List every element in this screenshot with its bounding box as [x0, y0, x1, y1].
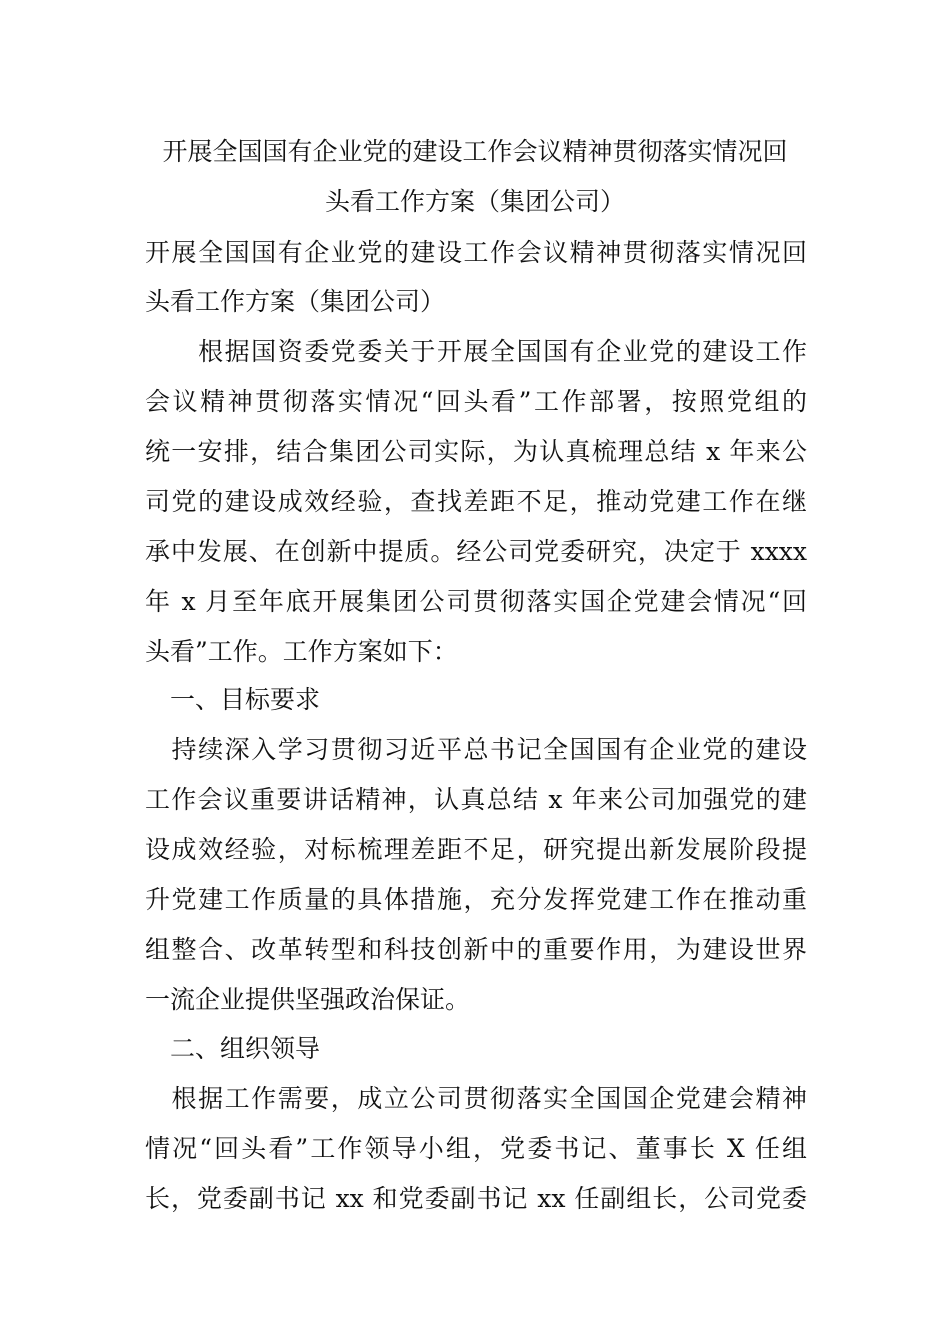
section-heading-2: 二、组织领导: [145, 1034, 321, 1063]
body-line: 统一安排，结合集团公司实际，为认真梳理总结 x 年来公: [145, 437, 807, 466]
body-line: 根据国资委党委关于开展全国国有企业党的建设工作: [145, 337, 807, 366]
body-line: 一流企业提供坚强政治保证。: [145, 985, 471, 1014]
body-line: 持续深入学习贯彻习近平总书记全国国有企业党的建设: [145, 735, 807, 764]
body-line: 组整合、改革转型和科技创新中的重要作用，为建设世界: [145, 935, 807, 964]
body-line: 司党的建设成效经验，查找差距不足，推动党建工作在继: [145, 487, 807, 516]
body-line: 设成效经验，对标梳理差距不足，研究提出新发展阶段提: [145, 835, 807, 864]
body-line: 年 x 月至年底开展集团公司贯彻落实国企党建会情况“回: [145, 587, 807, 616]
body-line: 根据工作需要，成立公司贯彻落实全国国企党建会精神: [145, 1084, 807, 1113]
heading-line-2: 头看工作方案（集团公司）: [145, 287, 446, 316]
section-heading-1: 一、目标要求: [145, 685, 321, 714]
document-title-line-2: 头看工作方案（集团公司）: [324, 187, 625, 216]
body-line: 承中发展、在创新中提质。经公司党委研究，决定于 xxxx: [145, 537, 807, 566]
document-title-line-1: 开展全国国有企业党的建设工作会议精神贯彻落实情况回: [162, 137, 788, 166]
body-line: 工作会议重要讲话精神，认真总结 x 年来公司加强党的建: [145, 785, 807, 814]
body-line: 升党建工作质量的具体措施，充分发挥党建工作在推动重: [145, 885, 807, 914]
body-line: 头看”工作。工作方案如下：: [145, 637, 458, 666]
body-line: 情况“回头看”工作领导小组，党委书记、董事长 X 任组: [145, 1134, 807, 1163]
body-line: 长，党委副书记 xx 和党委副书记 xx 任副组长，公司党委: [145, 1184, 807, 1213]
heading-line-1: 开展全国国有企业党的建设工作会议精神贯彻落实情况回: [145, 238, 807, 267]
body-line: 会议精神贯彻落实情况“回头看”工作部署，按照党组的: [145, 387, 807, 416]
